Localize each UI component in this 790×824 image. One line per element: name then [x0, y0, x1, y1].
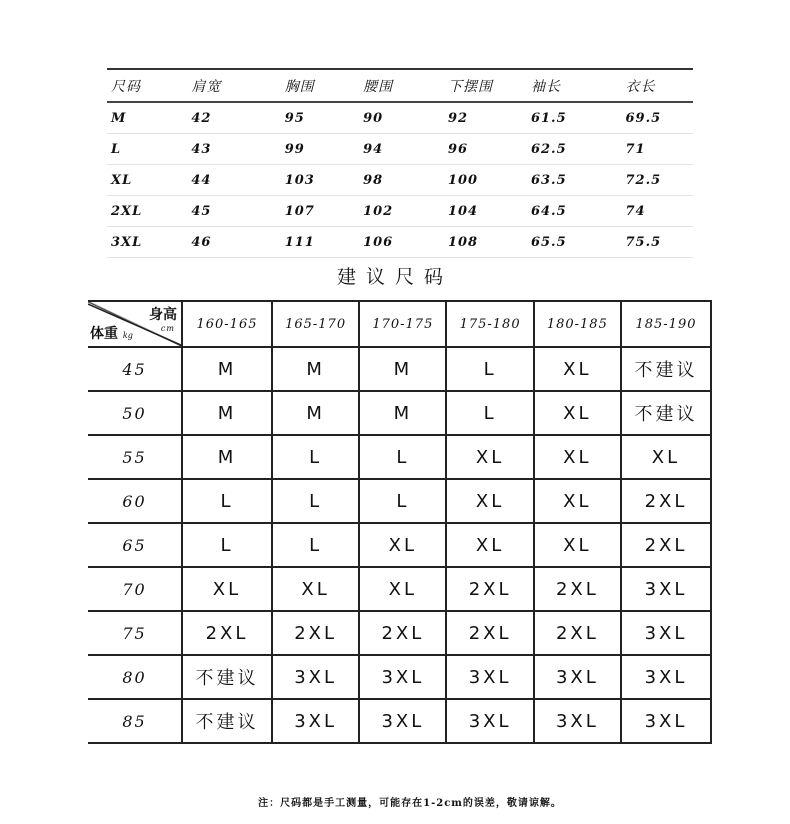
size-cell: 3XL — [621, 567, 711, 611]
table-cell: 100 — [444, 165, 527, 196]
size-cell: 3XL — [272, 699, 359, 743]
size-cell: M — [272, 391, 359, 435]
size-cell: 2XL — [534, 611, 621, 655]
size-cell: 3XL — [534, 699, 621, 743]
size-cell: 3XL — [446, 655, 533, 699]
size-cell: 3XL — [359, 699, 446, 743]
table-cell: 99 — [281, 134, 359, 165]
weight-unit: kg — [122, 331, 133, 340]
height-label: 身高 — [149, 307, 177, 323]
table-cell: 64.5 — [527, 196, 622, 227]
size-cell: M — [182, 391, 272, 435]
size-cell: 不建议 — [182, 655, 272, 699]
table-row — [88, 391, 711, 435]
footnote: 注：尺码都是手工测量，可能存在1-2cm的误差，敬请谅解。 — [258, 798, 562, 809]
table-cell: 42 — [187, 102, 280, 134]
column-header: 胸围 — [281, 69, 359, 102]
table-cell: L — [107, 134, 187, 165]
weight-cell: 50 — [88, 391, 182, 435]
table-row — [88, 611, 711, 655]
table-cell: 63.5 — [527, 165, 622, 196]
height-range-header: 165-170 — [272, 301, 359, 347]
table-cell: 107 — [281, 196, 359, 227]
recommend-title: 建议尺码 — [336, 266, 453, 288]
size-cell: L — [359, 435, 446, 479]
weight-cell: 85 — [88, 699, 182, 743]
table-cell: 102 — [359, 196, 444, 227]
weight-cell: 45 — [88, 347, 182, 391]
table-row — [88, 347, 711, 391]
size-cell: 2XL — [621, 523, 711, 567]
column-header: 下摆围 — [444, 69, 527, 102]
size-cell: L — [446, 347, 533, 391]
size-cell: M — [359, 391, 446, 435]
table-cell: XL — [107, 165, 187, 196]
height-range-header: 180-185 — [534, 301, 621, 347]
weight-cell: 70 — [88, 567, 182, 611]
table-row — [107, 134, 693, 165]
size-cell: 不建议 — [621, 391, 711, 435]
size-cell: 不建议 — [621, 347, 711, 391]
table-row — [88, 435, 711, 479]
height-header-row — [88, 301, 711, 347]
size-cell: XL — [359, 523, 446, 567]
column-header: 袖长 — [527, 69, 622, 102]
size-cell: 2XL — [182, 611, 272, 655]
size-cell: XL — [534, 435, 621, 479]
table-row — [107, 102, 693, 134]
size-cell: 2XL — [359, 611, 446, 655]
size-cell: XL — [534, 523, 621, 567]
corner-cell — [88, 301, 182, 347]
table-cell: 95 — [281, 102, 359, 134]
size-cell: M — [359, 347, 446, 391]
measurement-table — [107, 68, 693, 258]
size-cell: 3XL — [359, 655, 446, 699]
size-cell: L — [182, 523, 272, 567]
size-cell: 3XL — [621, 655, 711, 699]
size-cell: XL — [272, 567, 359, 611]
table-cell: M — [107, 102, 187, 134]
size-cell: 不建议 — [182, 699, 272, 743]
table-cell: 103 — [281, 165, 359, 196]
size-cell: L — [272, 435, 359, 479]
size-cell: 3XL — [534, 655, 621, 699]
table-cell: 71 — [622, 134, 694, 165]
measurement-header-row — [107, 69, 693, 102]
table-row — [107, 196, 693, 227]
table-cell: 111 — [281, 227, 359, 258]
table-cell: 3XL — [107, 227, 187, 258]
size-cell: 2XL — [534, 567, 621, 611]
table-cell: 46 — [187, 227, 280, 258]
table-cell: 108 — [444, 227, 527, 258]
table-cell: 90 — [359, 102, 444, 134]
size-cell: XL — [446, 435, 533, 479]
size-cell: L — [359, 479, 446, 523]
size-cell: L — [446, 391, 533, 435]
table-cell: 43 — [187, 134, 280, 165]
table-row — [88, 655, 711, 699]
size-cell: 3XL — [272, 655, 359, 699]
table-cell: 74 — [622, 196, 694, 227]
size-cell: L — [272, 523, 359, 567]
table-row — [107, 165, 693, 196]
table-cell: 96 — [444, 134, 527, 165]
table-row — [88, 567, 711, 611]
size-cell: 2XL — [621, 479, 711, 523]
table-cell: 65.5 — [527, 227, 622, 258]
size-cell: M — [182, 435, 272, 479]
size-cell: 3XL — [446, 699, 533, 743]
weight-label — [90, 323, 133, 343]
table-row — [88, 523, 711, 567]
weight-cell: 65 — [88, 523, 182, 567]
table-row — [88, 699, 711, 743]
size-cell: XL — [446, 479, 533, 523]
weight-cell: 75 — [88, 611, 182, 655]
size-cell: XL — [534, 479, 621, 523]
height-range-header: 185-190 — [621, 301, 711, 347]
size-cell: XL — [621, 435, 711, 479]
table-row — [107, 227, 693, 258]
size-cell: M — [272, 347, 359, 391]
table-cell: 92 — [444, 102, 527, 134]
column-header: 腰围 — [359, 69, 444, 102]
table-cell: 104 — [444, 196, 527, 227]
weight-cell: 80 — [88, 655, 182, 699]
size-cell: 3XL — [621, 611, 711, 655]
size-cell: 2XL — [446, 611, 533, 655]
size-cell: 2XL — [272, 611, 359, 655]
table-cell: 98 — [359, 165, 444, 196]
column-header: 肩宽 — [187, 69, 280, 102]
table-cell: 106 — [359, 227, 444, 258]
size-cell: L — [272, 479, 359, 523]
weight-label-text: 体重 — [90, 326, 118, 342]
height-range-header: 170-175 — [359, 301, 446, 347]
table-cell: 72.5 — [622, 165, 694, 196]
size-cell: XL — [534, 347, 621, 391]
table-cell: 45 — [187, 196, 280, 227]
weight-cell: 55 — [88, 435, 182, 479]
weight-cell: 60 — [88, 479, 182, 523]
size-cell: M — [182, 347, 272, 391]
size-cell: 2XL — [446, 567, 533, 611]
column-header: 衣长 — [622, 69, 694, 102]
table-cell: 94 — [359, 134, 444, 165]
table-cell: 75.5 — [622, 227, 694, 258]
size-cell: XL — [446, 523, 533, 567]
height-range-header: 160-165 — [182, 301, 272, 347]
size-cell: 3XL — [621, 699, 711, 743]
height-unit: cm — [160, 324, 175, 333]
size-cell: XL — [359, 567, 446, 611]
table-cell: 2XL — [107, 196, 187, 227]
size-recommendation-table — [88, 300, 712, 744]
table-cell: 69.5 — [622, 102, 694, 134]
table-cell: 62.5 — [527, 134, 622, 165]
column-header: 尺码 — [107, 69, 187, 102]
table-cell: 61.5 — [527, 102, 622, 134]
size-cell: L — [182, 479, 272, 523]
height-range-header: 175-180 — [446, 301, 533, 347]
size-cell: XL — [534, 391, 621, 435]
size-cell: XL — [182, 567, 272, 611]
table-cell: 44 — [187, 165, 280, 196]
table-row — [88, 479, 711, 523]
